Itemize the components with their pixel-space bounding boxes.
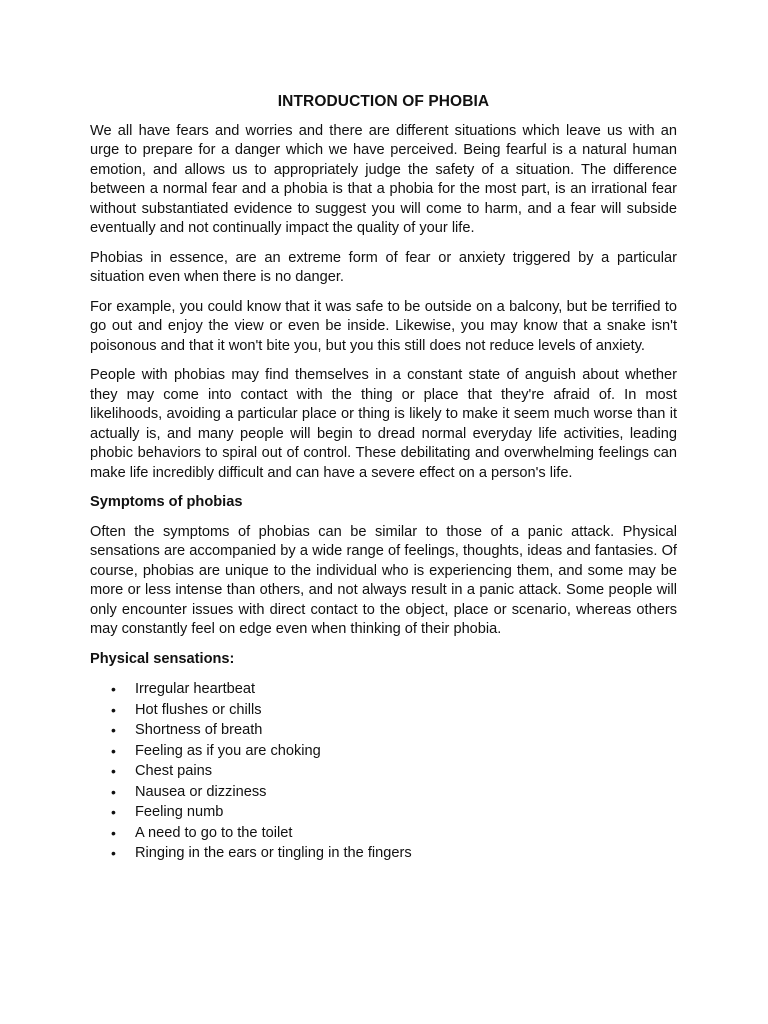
- list-item: [90, 802, 677, 823]
- document-title: INTRODUCTION OF PHOBIA: [277, 93, 490, 110]
- list-item: [90, 720, 677, 741]
- list-item-text: Shortness of breath: [135, 722, 263, 738]
- list-item: [90, 782, 677, 803]
- list-item-text: Feeling as if you are choking: [135, 742, 321, 759]
- bullet-icon: •: [111, 783, 116, 800]
- list-item-text: Feeling numb: [135, 804, 224, 820]
- list-item: [90, 823, 677, 844]
- list-item-text: Chest pains: [135, 763, 213, 779]
- intro-paragraph-1: We all have fears and worries and there are different situations which leave us with an urge to prepare for a danger which we have perceived. Being fearful is a natural human emotion, and allows us to appropriately judge the safety of a situation. The difference between a normal fear and a phobia is that a phobia for the most part, is an irrational fear without substantiated evidence to suggest you will come to harm, and a fear will subside eventually and not continually impact the quality of your life.: [90, 122, 677, 236]
- intro-paragraph-4: People with phobias may find themselves in a constant state of anguish about whether they may come into contact with the thing or place that they're afraid of. In most likelihoods, avoiding a particular place or thing is likely to make it seem much worse than it actually is, and many people will begin to dread normal everyday life activities, leading phobic behaviors to spiral out of control. These debilitating and overwhelming feelings can make life incredibly difficult and can have a severe effect on a person's life.: [90, 367, 677, 481]
- bullet-icon: •: [111, 845, 116, 861]
- list-item: [90, 843, 677, 864]
- list-item: [90, 700, 677, 721]
- bullet-icon: •: [111, 742, 116, 759]
- bullet-icon: •: [111, 804, 116, 820]
- bullet-icon: •: [111, 701, 116, 718]
- bullet-icon: •: [111, 763, 116, 779]
- list-item-text: Irregular heartbeat: [135, 681, 256, 697]
- list-item-text: A need to go to the toilet: [135, 824, 293, 841]
- list-item-text: Nausea or dizziness: [135, 783, 267, 800]
- physical-sensations-heading: Physical sensations:: [90, 650, 235, 667]
- bullet-icon: •: [111, 824, 116, 841]
- symptoms-paragraph: Often the symptoms of phobias can be similar to those of a panic attack. Physical sensations are accompanied by a wide range of feelings, thoughts, ideas and fantasies. Of course, phobias are unique to the individual who is experiencing them, and some may be more or less intense than others, and not always result in a panic attack. Some people will only encounter issues with direct contact to the object, place or scenario, whereas others may constantly feel on edge even when thinking of their phobia.: [90, 523, 677, 637]
- list-item: [90, 741, 677, 762]
- list-item: [90, 679, 677, 700]
- intro-paragraph-3: For example, you could know that it was safe to be outside on a balcony, but be terrified to go out and enjoy the view or even be inside. Likewise, you may know that a snake isn't poisonous and that it won't bite you, but you this still does not reduce levels of anxiety.: [90, 298, 677, 354]
- intro-paragraph-2: Phobias in essence, are an extreme form of fear or anxiety triggered by a particular situation even when there is no danger.: [90, 249, 677, 285]
- bullet-icon: •: [111, 681, 116, 697]
- list-item: [90, 761, 677, 782]
- document-page: [90, 92, 677, 864]
- physical-sensations-list: [90, 679, 677, 864]
- list-item-text: Ringing in the ears or tingling in the fingers: [135, 845, 412, 861]
- symptoms-heading: Symptoms of phobias: [90, 494, 243, 510]
- bullet-icon: •: [111, 722, 116, 738]
- list-item-text: Hot flushes or chills: [135, 701, 262, 718]
